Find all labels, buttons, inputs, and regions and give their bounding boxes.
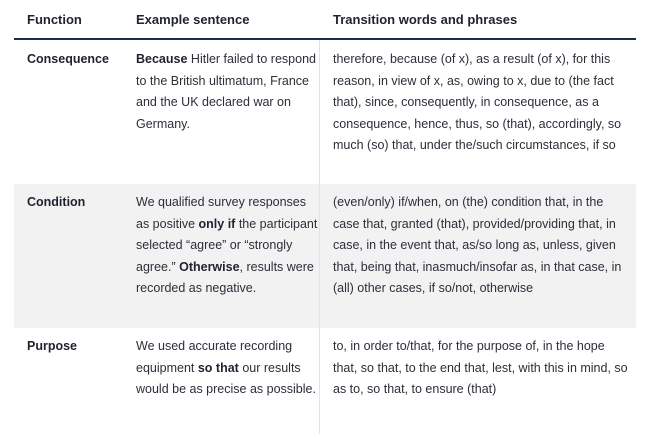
example-text: the participant selected “agree” or “strongly agree.”	[136, 216, 318, 274]
table-row	[14, 184, 636, 328]
example-cell	[136, 40, 319, 135]
transition-cell: (even/only) if/when, on (the) condition that, in the case that, granted (that), provided/providing that, in case, in the event that, as/so long as, unless, given that, being that, inasmuch/insofar as, in that case, in (all) other cases, if so/not, otherwise	[333, 195, 622, 296]
example-cell	[136, 328, 319, 401]
function-cell: Condition	[27, 195, 86, 209]
example-keyword: Otherwise	[179, 259, 240, 274]
transition-cell: therefore, because (of x), as a result (of x), for this reason, in view of x, as, owing to x, due to (the fact that), since, consequently, in consequence, as a consequence, hence, thus, so (that), accordingly, so much (so) that, under the/such circumstances, if so	[333, 52, 622, 153]
example-keyword: so that	[197, 360, 239, 375]
table-header	[14, 0, 636, 40]
example-keyword: only if	[198, 216, 236, 231]
header-function: Function	[27, 11, 82, 27]
function-cell: Consequence	[27, 52, 109, 66]
example-text: , results were recorded as negative.	[136, 259, 314, 296]
example-keyword: Because	[136, 52, 188, 66]
example-text: Hitler failed to respond to the British ultimatum, France and the UK declared war on Germany.	[136, 52, 316, 131]
table-row	[14, 40, 636, 184]
example-text: our results would be as precise as possible.	[136, 360, 316, 397]
example-text: We qualified survey responses as positive	[136, 195, 306, 231]
header-transition: Transition words and phrases	[333, 11, 518, 27]
example-text: We used accurate recording equipment	[136, 339, 293, 375]
function-cell: Purpose	[27, 339, 78, 353]
transition-words-table	[14, 0, 636, 434]
table-row	[14, 328, 636, 434]
header-example: Example sentence	[136, 11, 250, 27]
example-cell	[136, 184, 319, 300]
transition-cell: to, in order to/that, for the purpose of, in the hope that, so that, to the end that, lest, with this in mind, so as to, so that, to ensure (that)	[333, 339, 628, 397]
